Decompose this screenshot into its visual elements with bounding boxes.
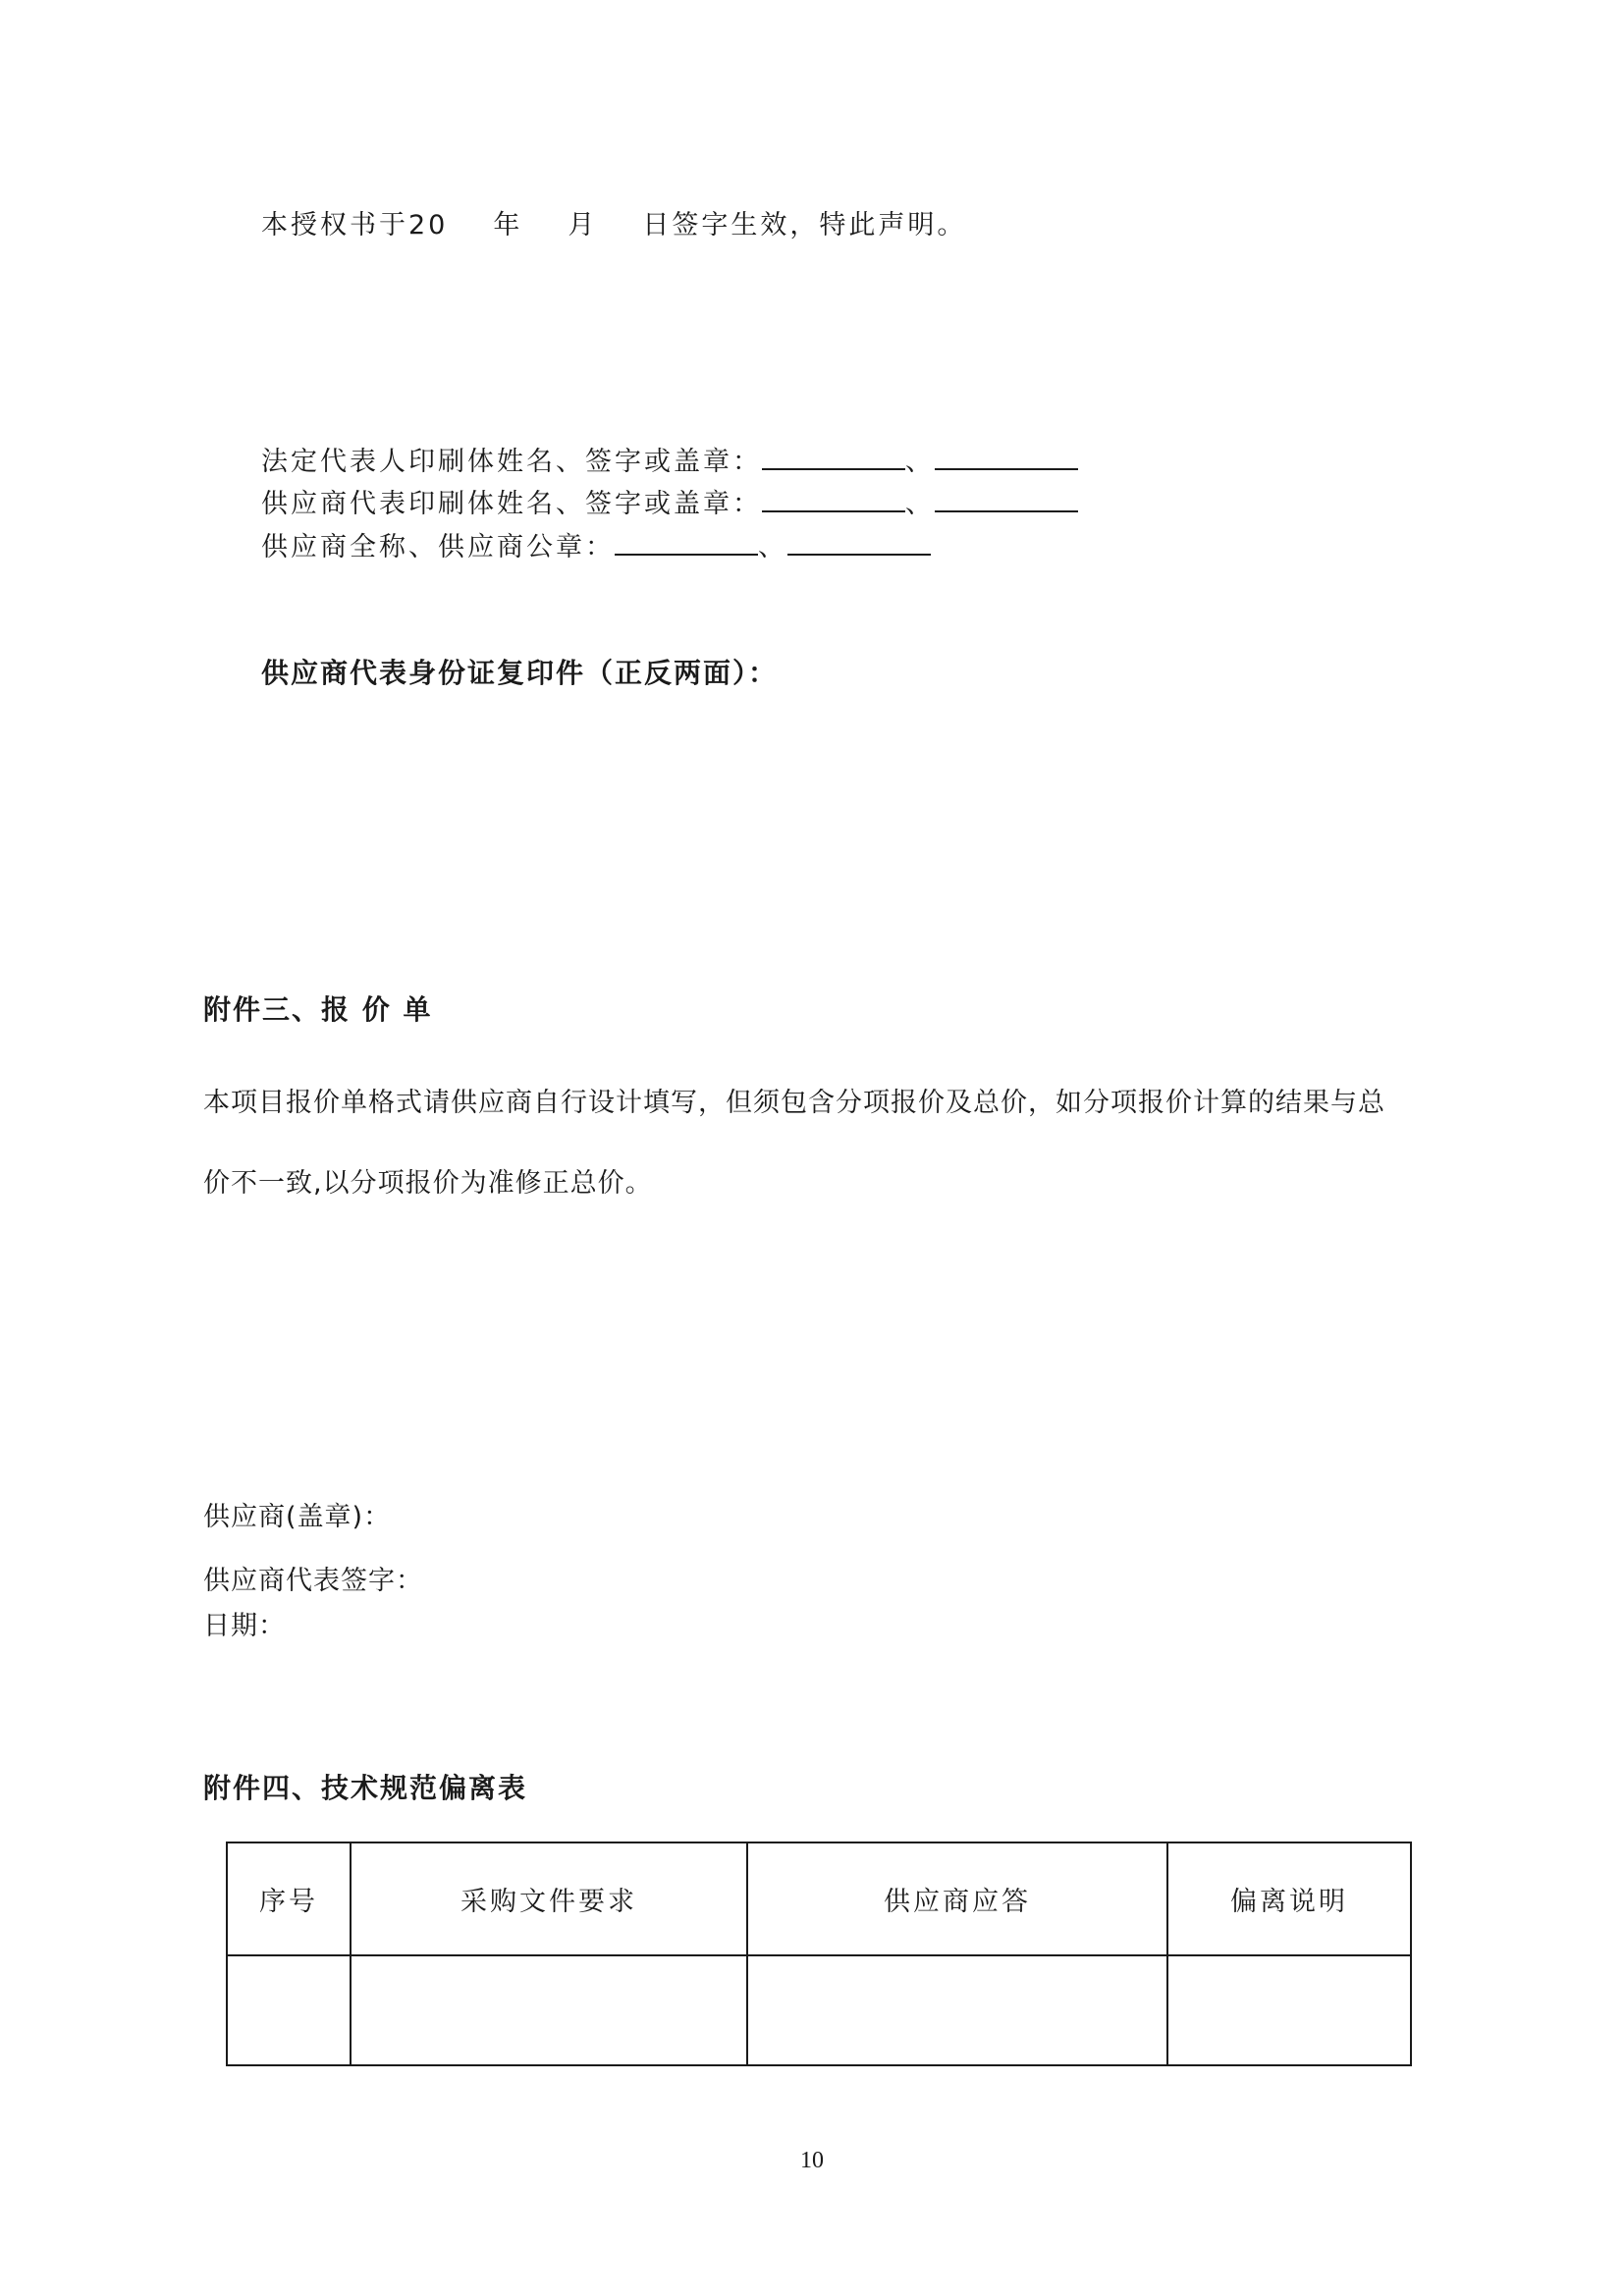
cell-deviation-note[interactable] [1167, 1955, 1411, 2065]
table-row [227, 1955, 1411, 2065]
auth-effective-suffix: 日签字生效，特此声明。 [642, 210, 967, 240]
separator: 、 [758, 532, 787, 562]
supplier-rep-sign-label: 供应商代表签字： [203, 1566, 423, 1596]
id-copy-heading: 供应商代表身份证复印件（正反两面）： [261, 657, 779, 689]
attachment3-paragraph-line1: 本项目报价单格式请供应商自行设计填写，但须包含分项报价及总价，如分项报价计算的结果与总 [203, 1088, 1385, 1118]
attachment3-paragraph-line2: 价不一致,以分项报价为准修正总价。 [203, 1168, 653, 1199]
supplier-rep-name-blank[interactable] [762, 489, 905, 512]
page-number: 10 [800, 2148, 824, 2173]
table-header-row [227, 1842, 1411, 1955]
supplier-seal-label: 供应商(盖章)： [203, 1502, 392, 1532]
supplier-name-blank[interactable] [615, 532, 758, 556]
deviation-table [226, 1842, 1412, 2066]
cell-supplier-response[interactable] [747, 1955, 1167, 2065]
cell-procurement-requirement[interactable] [351, 1955, 747, 2065]
supplier-rep-label: 供应商代表印刷体姓名、签字或盖章： [261, 489, 762, 519]
auth-effective-prefix: 本授权书于20 [261, 210, 449, 240]
year-label: 年 [493, 210, 523, 240]
header-procurement-requirement: 采购文件要求 [351, 1842, 747, 1955]
supplier-seal-blank[interactable] [787, 532, 931, 556]
legal-rep-signature-line [261, 447, 1078, 475]
separator: 、 [905, 447, 935, 477]
legal-rep-sign-blank[interactable] [935, 447, 1078, 470]
attachment4-heading: 附件四、技术规范偏离表 [203, 1772, 528, 1804]
header-supplier-response: 供应商应答 [747, 1842, 1167, 1955]
supplier-name-label: 供应商全称、供应商公章： [261, 532, 615, 562]
header-serial-number: 序号 [227, 1842, 351, 1955]
cell-serial-number[interactable] [227, 1955, 351, 2065]
month-label: 月 [568, 210, 598, 240]
auth-effective-line [261, 212, 966, 239]
header-deviation-note: 偏离说明 [1167, 1842, 1411, 1955]
attachment3-heading: 附件三、报 价 单 [203, 993, 433, 1026]
separator: 、 [905, 489, 935, 519]
supplier-rep-signature-line [261, 489, 1078, 517]
legal-rep-label: 法定代表人印刷体姓名、签字或盖章： [261, 447, 762, 477]
supplier-name-seal-line [261, 532, 931, 561]
legal-rep-name-blank[interactable] [762, 447, 905, 470]
supplier-rep-sign-blank[interactable] [935, 489, 1078, 512]
date-label: 日期： [203, 1611, 286, 1641]
